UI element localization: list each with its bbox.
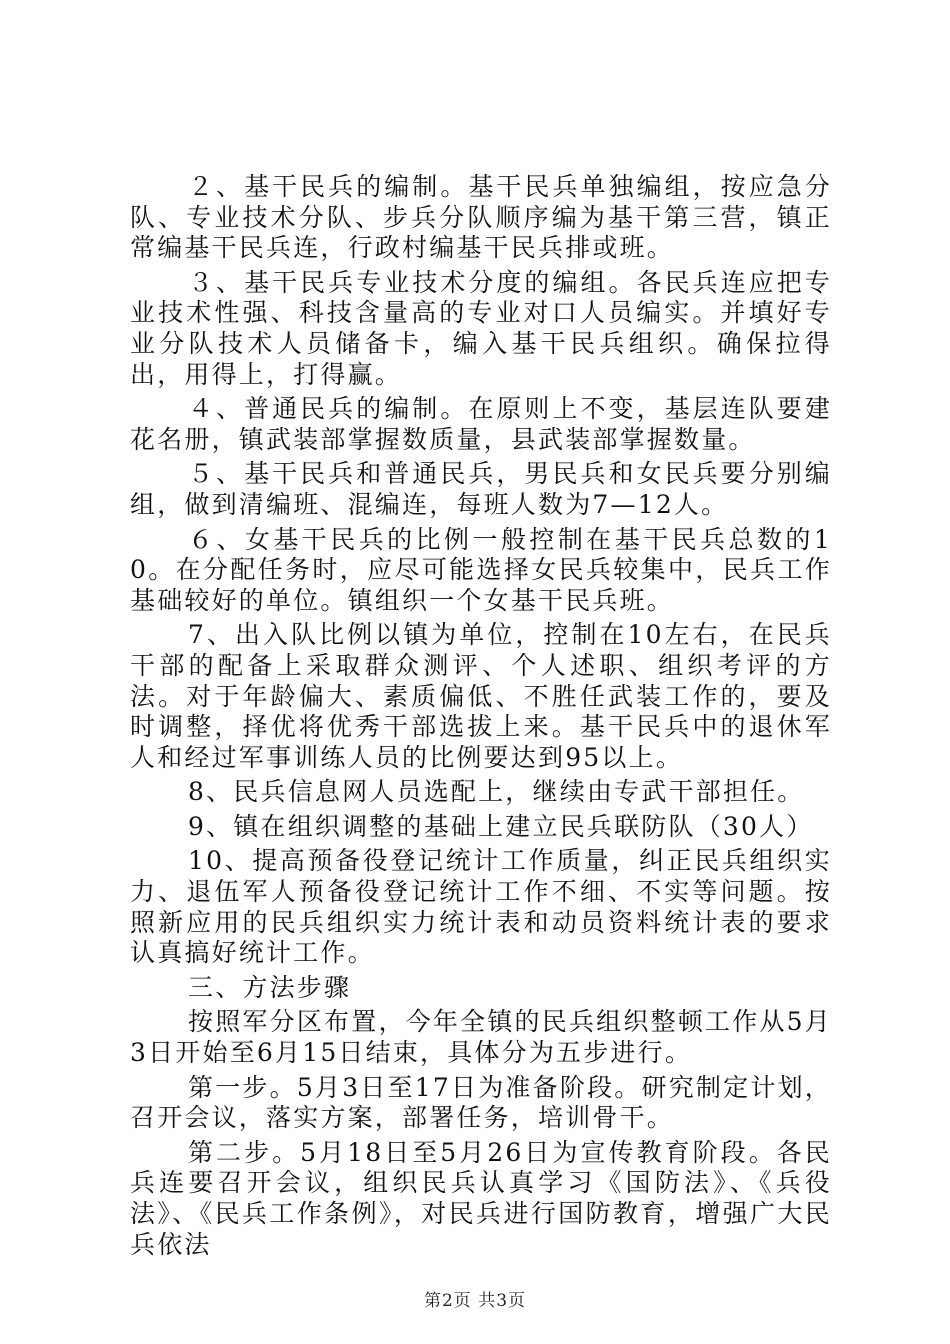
paragraph-female-militia: ６、女基干民兵的比例一般控制在基干民兵总数的10。在分配任务时，应尽可能选择女民兵较集中，民兵工作基础较好的单位。镇组织一个女基干民兵班。 [130, 524, 832, 615]
paragraph-ordinary-militia: ４、普通民兵的编制。在原则上不变，基层连队要建花名册，镇武装部掌握数质量，县武装部掌握数量。 [130, 394, 832, 454]
paragraph-schedule: 按照军分区布置，今年全镇的民兵组织整顿工作从5月3日开始至6月15日结束，具体分为五步进行。 [130, 1007, 832, 1068]
paragraph-joint-defense: 9、镇在组织调整的基础上建立民兵联防队（30人） [188, 811, 814, 841]
paragraph-info-network: 8、民兵信息网人员选配上，继续由专武干部担任。 [188, 777, 805, 807]
paragraph-militia-organization: ２、基干民兵的编制。基干民兵单独编组，按应急分队、专业技术分队、步兵分队顺序编为基干第三营，镇正常编基干民兵连，行政村编基干民兵排或班。 [130, 172, 832, 263]
document-body [130, 172, 832, 1264]
paragraph-step-two: 第二步。5月18日至5月26日为宣传教育阶段。各民兵连要召开会议，组织民兵认真学习《国防法》、《兵役法》、《民兵工作条例》，对民兵进行国防教育，增强广大民兵依法 [130, 1137, 832, 1259]
paragraph-technical-units: ３、基干民兵专业技术分度的编组。各民兵连应把专业技术性强、科技含量高的专业对口人员编实。并填好专业分队技术人员储备卡，编入基干民兵组织。确保拉得出，用得上，打得赢。 [130, 267, 832, 389]
section-heading-methods: 三、方法步骤 [188, 972, 352, 1002]
paragraph-grouping: ５、基干民兵和普通民兵，男民兵和女民兵要分别编组，做到清编班、混编连，每班人数为7—12人。 [130, 459, 832, 519]
paragraph-step-one: 第一步。5月3日至17日为准备阶段。研究制定计划，召开会议，落实方案，部署任务，培训骨干。 [130, 1072, 832, 1133]
paragraph-registration: 10、提高预备役登记统计工作质量，纠正民兵组织实力、退伍军人预备役登记统计工作不细、不实等问题。按照新应用的民兵组织实力统计表和动员资料统计表的要求认真搞好统计工作。 [130, 846, 832, 968]
paragraph-turnover-ratio: 7、出入队比例以镇为单位，控制在10左右，在民兵干部的配备上采取群众测评、个人述职、组织考评的方法。对于年龄偏大、素质偏低、不胜任武装工作的，要及时调整，择优将优秀干部选拔上来。基干民兵中的退休军人和经过军事训练人员的比例要达到95以上。 [130, 620, 832, 772]
page-footer: 第2页 共3页 [423, 1291, 527, 1311]
